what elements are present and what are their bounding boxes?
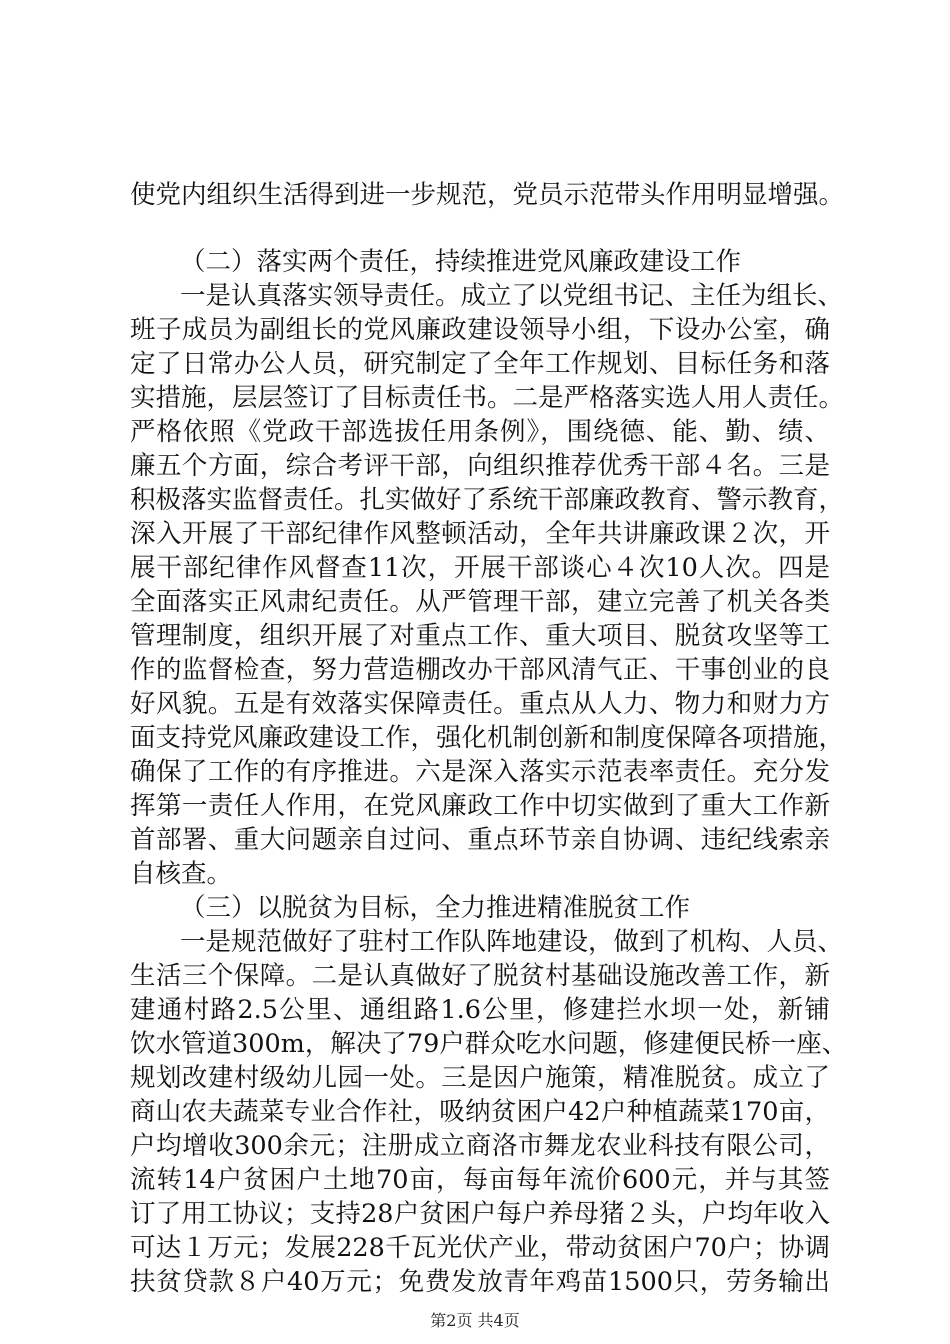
- text-line: 商山农夫蔬菜专业合作社，吸纳贫困户42户种植蔬菜170亩，: [130, 1097, 830, 1127]
- text-line: 面支持党风廉政建设工作，强化机制创新和制度保障各项措施，: [130, 723, 845, 753]
- text-line: 班子成员为副组长的党风廉政建设领导小组，下设办公室，确: [130, 315, 830, 345]
- text-line: 管理制度，组织开展了对重点工作、重大项目、脱贫攻坚等工: [130, 621, 830, 651]
- text-line: 生活三个保障。二是认真做好了脱贫村基础设施改善工作，新: [130, 961, 830, 991]
- text-line: 可达１万元；发展228千瓦光伏产业，带动贫困户70户；协调: [130, 1233, 830, 1263]
- section-heading: （二）落实两个责任，持续推进党风廉政建设工作: [180, 247, 742, 277]
- text-line: 规划改建村级幼儿园一处。三是因户施策，精准脱贫。成立了: [130, 1063, 830, 1093]
- text-line: 廉五个方面，综合考评干部，向组织推荐优秀干部４名。三是: [130, 451, 830, 481]
- section-heading: （三）以脱贫为目标，全力推进精准脱贫工作: [180, 893, 691, 923]
- text-line: 挥第一责任人作用，在党风廉政工作中切实做到了重大工作新: [130, 791, 830, 821]
- text-line: 深入开展了干部纪律作风整顿活动，全年共讲廉政课２次，开: [130, 519, 830, 549]
- text-line: 饮水管道300m，解决了79户群众吃水问题，修建便民桥一座、: [130, 1029, 848, 1059]
- text-line: 严格依照《党政干部选拔任用条例》，围绕德、能、勤、绩、: [130, 417, 830, 447]
- text-line: 全面落实正风肃纪责任。从严管理干部，建立完善了机关各类: [130, 587, 830, 617]
- text-line: 首部署、重大问题亲自过问、重点环节亲自协调、违纪线索亲: [130, 825, 830, 855]
- text-line: 确保了工作的有序推进。六是深入落实示范表率责任。充分发: [130, 757, 830, 787]
- page-indicator: 第2页 共4页: [430, 1311, 520, 1330]
- text-line: 积极落实监督责任。扎实做好了系统干部廉政教育、警示教育，: [130, 485, 845, 515]
- text-line: 实措施，层层签订了目标责任书。二是严格落实选人用人责任。: [130, 383, 845, 413]
- text-line: 扶贫贷款８户40万元；免费发放青年鸡苗1500只，劳务输出: [130, 1267, 830, 1297]
- text-line: 展干部纪律作风督查11次，开展干部谈心４次10人次。四是: [130, 553, 830, 583]
- text-line: 作的监督检查，努力营造棚改办干部风清气正、干事创业的良: [130, 655, 830, 685]
- text-line: 一是认真落实领导责任。成立了以党组书记、主任为组长、: [180, 281, 844, 311]
- text-line: 定了日常办公人员，研究制定了全年工作规划、目标任务和落: [130, 349, 830, 379]
- text-line: 户均增收300余元；注册成立商洛市舞龙农业科技有限公司，: [130, 1131, 830, 1161]
- text-line: 流转14户贫困户土地70亩，每亩每年流价600元，并与其签: [130, 1165, 830, 1195]
- text-line: 订了用工协议；支持28户贫困户每户养母猪２头，户均年收入: [130, 1199, 830, 1229]
- text-line: 使党内组织生活得到进一步规范，党员示范带头作用明显增强。: [130, 180, 845, 210]
- text-line: 自核查。: [130, 859, 233, 889]
- text-line: 好风貌。五是有效落实保障责任。重点从人力、物力和财力方: [130, 689, 830, 719]
- text-line: 一是规范做好了驻村工作队阵地建设，做到了机构、人员、: [180, 927, 844, 957]
- text-line: 建通村路2.5公里、通组路1.6公里，修建拦水坝一处，新铺: [130, 995, 830, 1025]
